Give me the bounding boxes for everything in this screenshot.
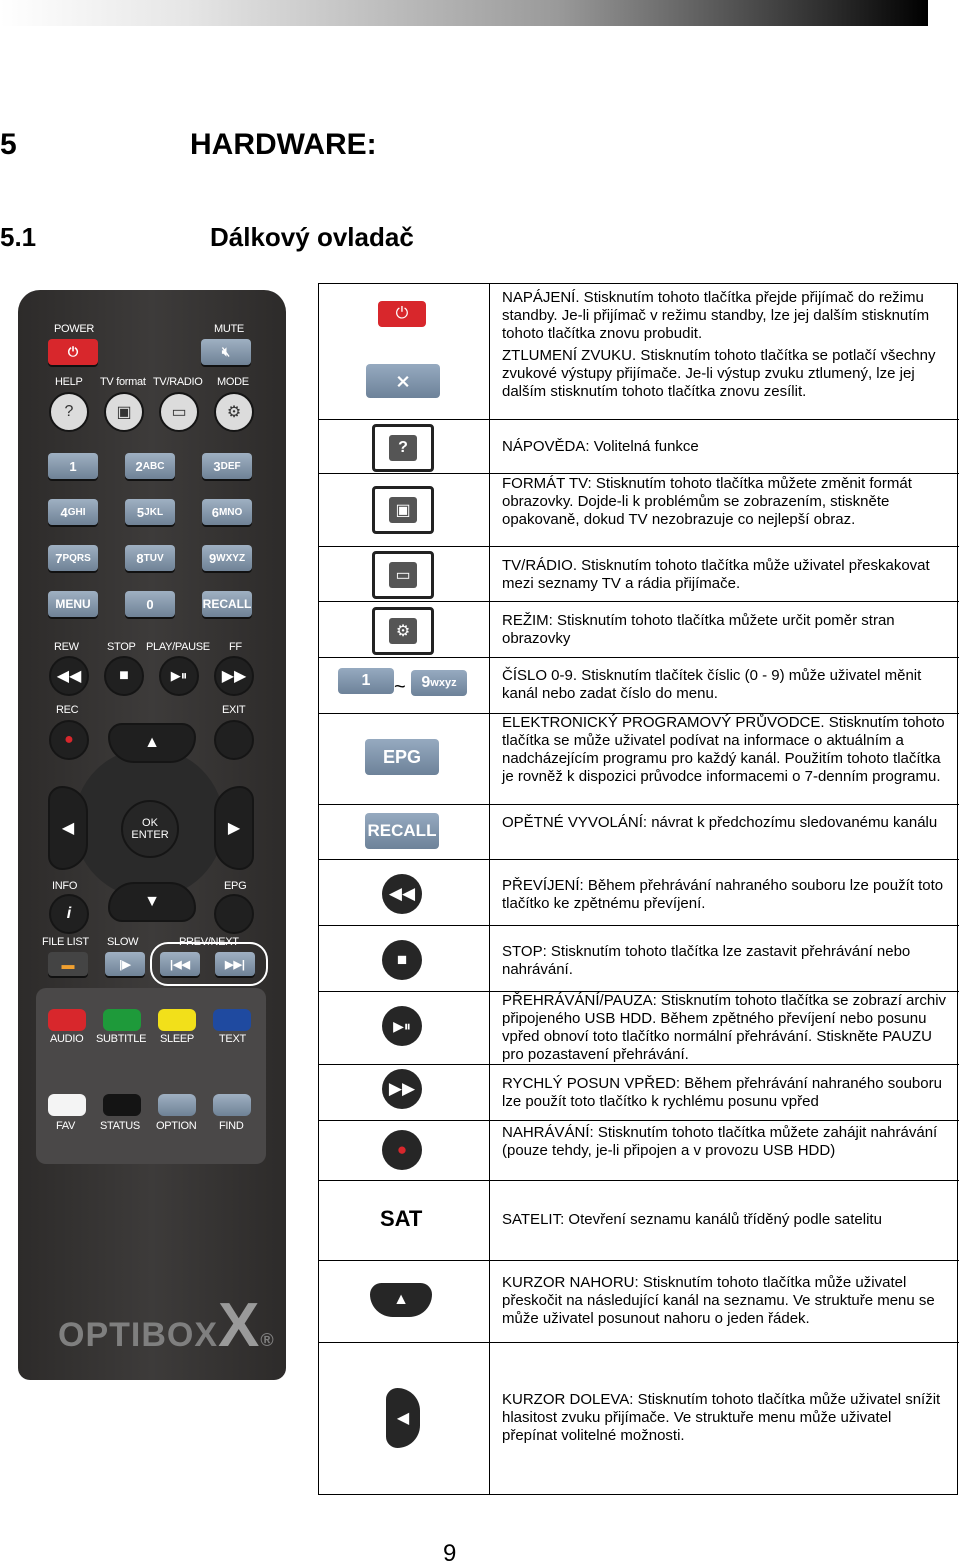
dpad-up-icon: ▲ xyxy=(108,723,196,763)
power-icon: ⏻ xyxy=(378,301,426,327)
info-label: INFO xyxy=(52,880,78,892)
slow-icon: |▶ xyxy=(105,952,145,976)
prev-icon: |◀◀ xyxy=(160,952,200,976)
desc-power: NAPÁJENÍ. Stisknutím tohoto tlačítka přejde přijímač do režimu standby. Je-li přijímač v režimu standby, lze jej dalším stisknutím tohoto tlačítka znovu probudit. xyxy=(502,289,930,342)
digit-6-icon: 6 MNO xyxy=(202,499,252,525)
row-divider xyxy=(319,1120,959,1121)
digit-3-icon: 3 DEF xyxy=(202,453,252,479)
epg-icon xyxy=(214,894,254,934)
desc-recall: OPĚTNÉ VYVOLÁNÍ: návrat k předchozímu sledovanému kanálu xyxy=(502,814,938,831)
record-icon: ● xyxy=(382,1130,422,1170)
desc-digits: ČÍSLO 0-9. Stisknutím tlačítek číslic (0 - 9) může uživatel měnit kanál nebo zadat číslo do menu. xyxy=(502,667,922,702)
epg-icon: EPG xyxy=(365,739,439,775)
remote-control-image xyxy=(18,290,286,1380)
next-icon: ▶▶| xyxy=(215,952,255,976)
desc-record: NAHRÁVÁNÍ: Stisknutím tohoto tlačítka můžete zahájit nahrávání (pouze tehdy, je-li připojen a v provozu USB HDD) xyxy=(502,1124,938,1159)
table-column-divider xyxy=(489,284,490,1494)
digit-9-icon: 9 wxyz xyxy=(411,670,467,696)
digit-8-icon: 8 TUV xyxy=(125,545,175,571)
option-button-icon xyxy=(158,1094,196,1116)
filelist-label: FILE LIST xyxy=(42,936,89,948)
page-number: 9 xyxy=(443,1540,457,1567)
stop-icon: ■ xyxy=(104,656,144,696)
digit-7-icon: 7 PQRS xyxy=(48,545,98,571)
desc-epg: ELEKTRONICKÝ PROGRAMOVÝ PRŮVODCE. Stisknutím tohoto tlačítka se může uživatel podívat na informace o aktuálním a nadcházejícím programu pro každý kanál. Použitím tohoto tlačítka je rovněž k dispozici průvodce informacemi o 7-denním programu. xyxy=(502,714,945,785)
folder-icon: ▬ xyxy=(48,952,88,976)
help-icon: ? xyxy=(372,424,434,472)
fast-forward-icon: ▶▶ xyxy=(214,656,254,696)
row-divider xyxy=(319,473,959,474)
digit-4-icon: 4 GHI xyxy=(48,499,98,525)
slow-label: SLOW xyxy=(107,936,139,948)
tvformat-icon: ▣ xyxy=(104,392,144,432)
digit-1-icon: 1 xyxy=(48,453,98,479)
power-icon: ⏻ xyxy=(48,339,98,365)
exit-icon xyxy=(214,720,254,760)
sat-label: SAT xyxy=(380,1206,423,1231)
digit-1-icon: 1 xyxy=(338,668,394,694)
tvradio-icon: ▭ xyxy=(159,392,199,432)
mode-label: MODE xyxy=(217,376,249,388)
row-divider xyxy=(319,804,959,805)
top-gradient-bar xyxy=(0,0,928,26)
menu-icon: MENU xyxy=(48,591,98,617)
help-label: HELP xyxy=(55,376,83,388)
desc-mute: ZTLUMENÍ ZVUKU. Stisknutím tohoto tlačítka se potlačí všechny zvukové výstupy přijímače. Je-li výstup zvuku ztlumený, lze jej dalším stisknutím tohoto tlačítka znovu zesílit. xyxy=(502,347,936,400)
row-divider xyxy=(319,657,959,658)
blue-button-icon xyxy=(213,1009,251,1031)
prevnext-label: PREV/NEXT xyxy=(179,936,239,948)
subsection-number: 5.1 xyxy=(0,222,37,252)
recall-icon: RECALL xyxy=(365,813,439,849)
row-divider xyxy=(319,1064,959,1065)
tvradio-label: TV/RADIO xyxy=(153,376,203,388)
audio-label: AUDIO xyxy=(50,1033,84,1045)
rew-label: REW xyxy=(54,641,79,653)
playpause-label: PLAY/PAUSE xyxy=(146,641,210,653)
desc-mode: REŽIM: Stisknutím tohoto tlačítka můžete určit poměr stran obrazovky xyxy=(502,612,895,647)
desc-tvformat: FORMÁT TV: Stisknutím tohoto tlačítka můžete změnit formát obrazovky. Dojde-li k problémům se zobrazením, stiskněte opakovaně, dokud TV nezobrazuje co nejlepší obraz. xyxy=(502,475,912,528)
desc-tvradio: TV/RÁDIO. Stisknutím tohoto tlačítka může uživatel přeskakovat mezi seznamy TV a rádia přijímače. xyxy=(502,557,930,592)
status-button-icon xyxy=(103,1094,141,1116)
rewind-icon: ◀◀ xyxy=(49,656,89,696)
option-label: OPTION xyxy=(156,1120,197,1132)
exit-label: EXIT xyxy=(222,704,246,716)
tvradio-icon: ▭ xyxy=(372,551,434,599)
fav-button-icon xyxy=(48,1094,86,1116)
stop-icon: ■ xyxy=(382,940,422,980)
row-divider xyxy=(319,859,959,860)
digit-5-icon: 5 JKL xyxy=(125,499,175,525)
sleep-label: SLEEP xyxy=(160,1033,194,1045)
optibox-logo: OPTIBOXX® xyxy=(58,1291,275,1360)
text-label: TEXT xyxy=(219,1033,246,1045)
fav-label: FAV xyxy=(56,1120,76,1132)
rewind-icon: ◀◀ xyxy=(382,874,422,914)
row-divider xyxy=(319,601,959,602)
desc-help: NÁPOVĚDA: Volitelná funkce xyxy=(502,438,699,455)
section-number: 5 xyxy=(0,128,17,161)
cursor-up-icon: ▲ xyxy=(370,1283,432,1317)
power-label: POWER xyxy=(54,323,95,335)
rec-label: REC xyxy=(56,704,79,716)
desc-satellite: SATELIT: Otevření seznamu kanálů tříděný podle satelitu xyxy=(502,1211,882,1228)
record-icon: ● xyxy=(49,720,89,760)
subtitle-label: SUBTITLE xyxy=(96,1033,147,1045)
ff-label: FF xyxy=(229,641,242,653)
ok-enter-icon: OK ENTER xyxy=(121,800,179,858)
dpad-left-icon: ◀ xyxy=(48,786,88,870)
red-button-icon xyxy=(48,1009,86,1031)
dpad-right-icon: ▶ xyxy=(214,786,254,870)
help-icon: ? xyxy=(49,392,89,432)
play-pause-icon: ▶⏸ xyxy=(159,656,199,696)
mute-label: MUTE xyxy=(214,323,244,335)
dpad-down-icon: ▼ xyxy=(108,882,196,922)
find-button-icon xyxy=(213,1094,251,1116)
desc-fast-forward: RYCHLÝ POSUN VPŘED: Během přehrávání nahraného souboru lze použít toto tlačítko k rychlému posunu vpřed xyxy=(502,1075,942,1110)
cursor-left-icon: ◀ xyxy=(386,1388,420,1448)
recall-icon: RECALL xyxy=(202,591,252,617)
mute-icon: 🔇︎ xyxy=(201,339,251,365)
desc-rewind: PŘEVÍJENÍ: Během přehrávání nahraného souboru lze použít toto tlačítko ke zpětnému převíjení. xyxy=(502,877,944,912)
info-icon: i xyxy=(49,894,89,934)
subsection-title: Dálkový ovladač xyxy=(210,222,414,252)
stop-label: STOP xyxy=(107,641,136,653)
row-divider xyxy=(319,1342,959,1343)
row-divider xyxy=(319,925,959,926)
row-divider xyxy=(319,1260,959,1261)
mute-icon: ⨯ xyxy=(366,364,440,398)
row-divider xyxy=(319,1180,959,1181)
epg-label: EPG xyxy=(224,880,247,892)
tvformat-label: TV format xyxy=(100,376,146,388)
desc-cursor-left: KURZOR DOLEVA: Stisknutím tohoto tlačítka může uživatel snížit hlasitost zvuku přijímače. Ve struktuře menu může uživatel přepínat volitelné možnosti. xyxy=(502,1391,941,1444)
yellow-button-icon xyxy=(158,1009,196,1031)
row-divider xyxy=(319,419,959,420)
play-pause-icon: ▶⏸ xyxy=(382,1006,422,1046)
desc-stop: STOP: Stisknutím tohoto tlačítka lze zastavit přehrávání nebo nahrávání. xyxy=(502,943,911,978)
mode-icon: ⚙ xyxy=(372,607,434,655)
desc-cursor-up: KURZOR NAHORU: Stisknutím tohoto tlačítka může uživatel přeskočit na následující kanál na seznamu. Ve struktuře menu se může uživatel posunout nahoru o jeden řádek. xyxy=(502,1274,935,1327)
digit-0-icon: 0 xyxy=(125,591,175,617)
status-label: STATUS xyxy=(100,1120,140,1132)
desc-play-pause: PŘEHRÁVÁNÍ/PAUZA: Stisknutím tohoto tlačítka se zobrazí archiv připojeného USB HDD. Během zpětného převíjení nebo posunu vpřed obnoví toto tlačítko normální přehrávání. Stiskněte PAUZU pro pozastavení přehrávání. xyxy=(502,992,947,1063)
digit-9-icon: 9 WXYZ xyxy=(202,545,252,571)
tvformat-icon: ▣ xyxy=(372,486,434,534)
tilde-icon: ~ xyxy=(394,676,406,698)
section-title: HARDWARE: xyxy=(190,128,377,161)
fast-forward-icon: ▶▶ xyxy=(382,1069,422,1109)
row-divider xyxy=(319,546,959,547)
digit-2-icon: 2 ABC xyxy=(125,453,175,479)
green-button-icon xyxy=(103,1009,141,1031)
mode-icon: ⚙ xyxy=(214,392,254,432)
find-label: FIND xyxy=(219,1120,244,1132)
